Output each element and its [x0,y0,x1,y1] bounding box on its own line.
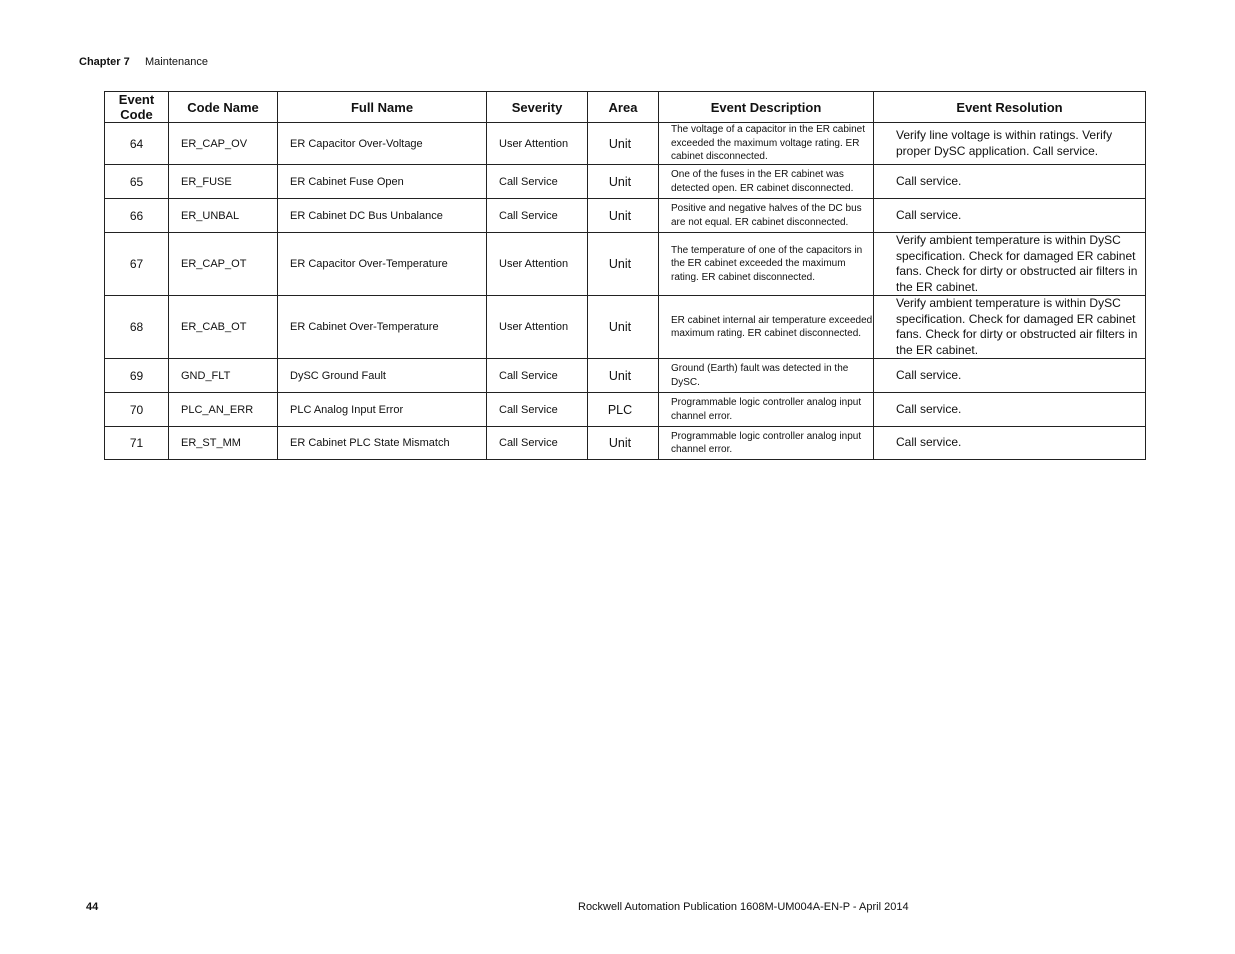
publication-footer: Rockwell Automation Publication 1608M-UM004A-EN-P - April 2014 [578,901,909,913]
event-resolution-cell: Call service. [874,199,1146,233]
code-name-cell: ER_UNBAL [169,199,278,233]
full-name-cell: ER Capacitor Over-Voltage [278,123,487,165]
event-description-cell: The voltage of a capacitor in the ER cabinet exceeded the maximum voltage rating. ER cabinet disconnected. [659,123,874,165]
full-name-cell: ER Capacitor Over-Temperature [278,233,487,296]
event-description-cell: One of the fuses in the ER cabinet was detected open. ER cabinet disconnected. [659,165,874,199]
event-description-cell: Positive and negative halves of the DC bus are not equal. ER cabinet disconnected. [659,199,874,233]
event-code-cell: 66 [105,199,169,233]
column-header-full-name: Full Name [278,92,487,123]
page-header [79,56,208,68]
code-name-cell: ER_CAB_OT [169,296,278,359]
column-header-severity: Severity [487,92,588,123]
severity-cell: User Attention [487,123,588,165]
severity-cell: Call Service [487,359,588,393]
area-cell: Unit [588,359,659,393]
full-name-cell: ER Cabinet Over-Temperature [278,296,487,359]
table-row [105,296,1146,359]
severity-cell: Call Service [487,393,588,427]
event-description-cell: Programmable logic controller analog input channel error. [659,427,874,460]
event-resolution-cell: Call service. [874,165,1146,199]
event-code-cell: 65 [105,165,169,199]
table-row [105,359,1146,393]
area-cell: PLC [588,393,659,427]
full-name-cell: ER Cabinet PLC State Mismatch [278,427,487,460]
severity-cell: User Attention [487,233,588,296]
column-header-event-resolution: Event Resolution [874,92,1146,123]
event-resolution-cell: Call service. [874,359,1146,393]
table-row [105,233,1146,296]
event-resolution-cell: Verify ambient temperature is within DySC specification. Check for damaged ER cabinet fans. Check for dirty or obstructed air filters in the ER cabinet. [874,233,1146,296]
page-number: 44 [86,901,99,913]
column-header-event-description: Event Description [659,92,874,123]
area-cell: Unit [588,165,659,199]
event-resolution-cell: Verify line voltage is within ratings. Verify proper DySC application. Call service. [874,123,1146,165]
code-name-cell: ER_CAP_OV [169,123,278,165]
full-name-cell: PLC Analog Input Error [278,393,487,427]
event-resolution-cell: Verify ambient temperature is within DySC specification. Check for damaged ER cabinet fans. Check for dirty or obstructed air filters in the ER cabinet. [874,296,1146,359]
column-header-code-name: Code Name [169,92,278,123]
table-row [105,165,1146,199]
code-name-cell: GND_FLT [169,359,278,393]
event-resolution-cell: Call service. [874,393,1146,427]
code-name-cell: ER_FUSE [169,165,278,199]
severity-cell: Call Service [487,427,588,460]
column-header-event-code: Event Code [105,92,169,123]
event-description-cell: Ground (Earth) fault was detected in the DySC. [659,359,874,393]
chapter-label: Chapter 7 [79,56,130,68]
event-table [104,91,1146,460]
severity-cell: User Attention [487,296,588,359]
table-header-row [105,92,1146,123]
event-description-cell: The temperature of one of the capacitors in the ER cabinet exceeded the maximum rating. ER cabinet disconnected. [659,233,874,296]
severity-cell: Call Service [487,165,588,199]
table-row [105,123,1146,165]
event-description-cell: Programmable logic controller analog input channel error. [659,393,874,427]
event-code-cell: 64 [105,123,169,165]
table-row [105,199,1146,233]
event-code-cell: 69 [105,359,169,393]
event-resolution-cell: Call service. [874,427,1146,460]
area-cell: Unit [588,199,659,233]
full-name-cell: DySC Ground Fault [278,359,487,393]
event-code-cell: 70 [105,393,169,427]
event-code-cell: 67 [105,233,169,296]
area-cell: Unit [588,233,659,296]
code-name-cell: ER_CAP_OT [169,233,278,296]
event-code-cell: 71 [105,427,169,460]
code-name-cell: ER_ST_MM [169,427,278,460]
severity-cell: Call Service [487,199,588,233]
code-name-cell: PLC_AN_ERR [169,393,278,427]
area-cell: Unit [588,296,659,359]
area-cell: Unit [588,123,659,165]
table-row [105,393,1146,427]
section-label: Maintenance [145,56,208,68]
table-row [105,427,1146,460]
area-cell: Unit [588,427,659,460]
column-header-area: Area [588,92,659,123]
event-code-cell: 68 [105,296,169,359]
event-description-cell: ER cabinet internal air temperature exceeded maximum rating. ER cabinet disconnected. [659,296,874,359]
full-name-cell: ER Cabinet Fuse Open [278,165,487,199]
full-name-cell: ER Cabinet DC Bus Unbalance [278,199,487,233]
